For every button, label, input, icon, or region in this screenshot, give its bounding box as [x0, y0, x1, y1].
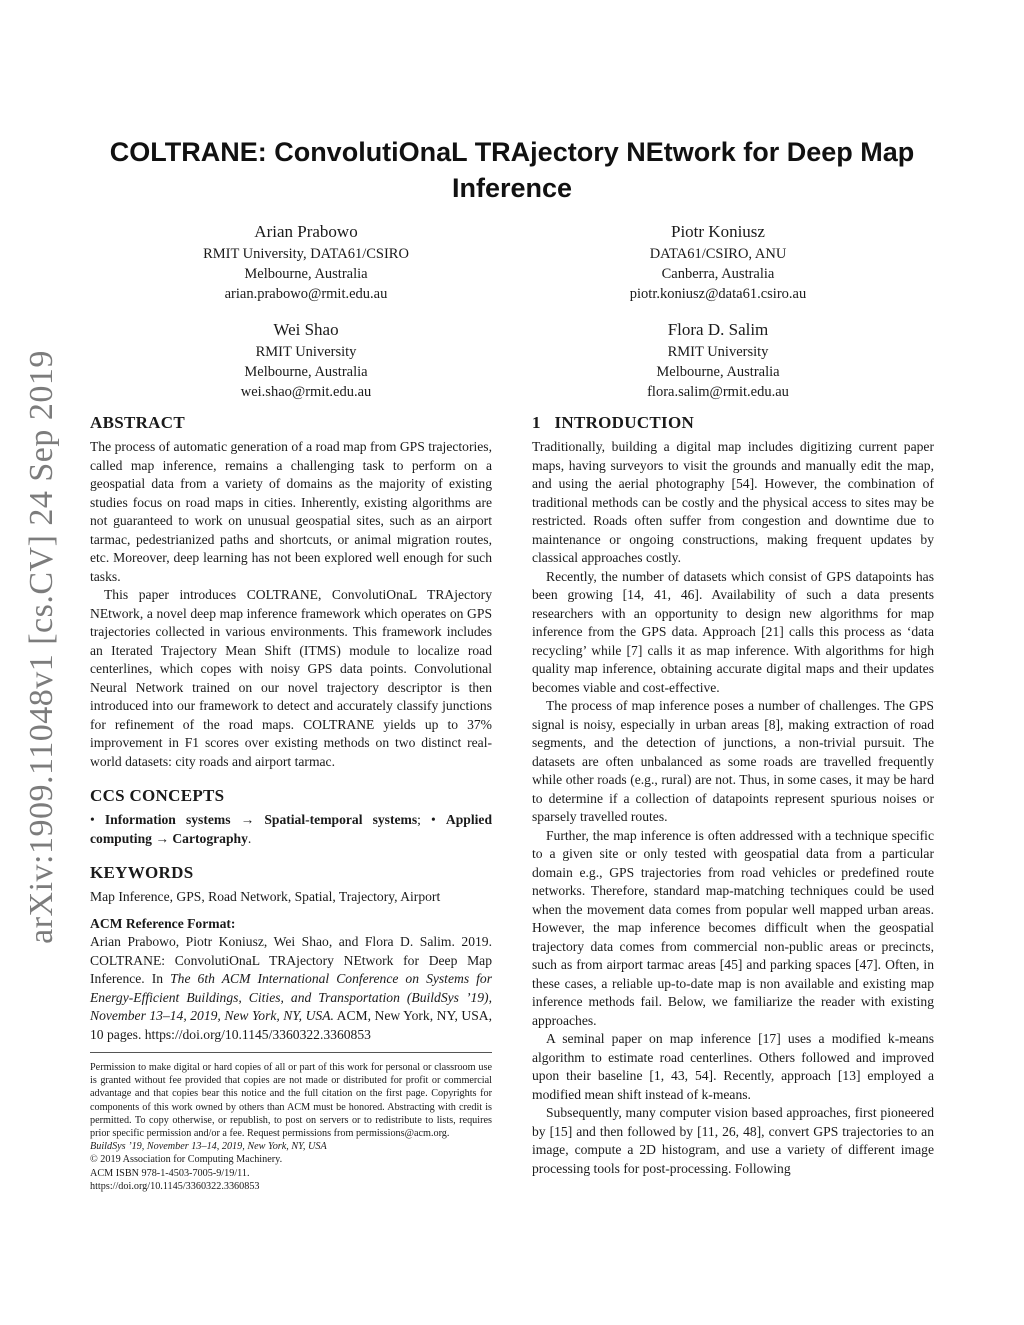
author-affiliation: RMIT University, DATA61/CSIRO: [203, 246, 409, 262]
left-column: [90, 410, 492, 1193]
author-location: Melbourne, Australia: [244, 266, 368, 282]
acm-reference: [90, 933, 492, 1044]
author-affiliation: DATA61/CSIRO, ANU: [649, 246, 787, 262]
ccs-concepts: [90, 811, 492, 848]
acm-reference-tail: ACM, New York, NY, USA, 10 pages. https://doi.org/10.1145/3360322.3360853: [90, 1008, 492, 1042]
author-affiliation: RMIT University: [255, 344, 357, 360]
doi-line: https://doi.org/10.1145/3360322.3360853: [90, 1180, 260, 1192]
author-email: flora.salim@rmit.edu.au: [647, 384, 789, 400]
arxiv-stamp: [16, 352, 68, 942]
permission-text: Permission to make digital or hard copies of all or part of this work for personal or classroom use is granted without fee provided that copies are not made or distributed for profit or commercial advantage and that copies bear this notice and the full citation on the first page. Copyrights for components of this work owned by others than ACM must be honored. Abstracting with credit is permitted. To copy otherwise, or republish, to post on servers or to redistribute to lists, requires prior specific permission and/or a fee. Request permissions from permissions@acm.org.: [90, 1062, 492, 1140]
intro-paragraph: Traditionally, building a digital map includes digitizing current paper maps, having surveyors to visit the grounds and manually edit the map, and using the aerial photography [54]. However, the combination of traditional methods can be costly and the physical access to sites may be restricted. Roads often suffer from congestion and downtime due to maintenance or ongoing constructions, making frequent updates by classical approaches costly.: [532, 439, 934, 565]
author-location: Melbourne, Australia: [244, 364, 368, 380]
author-email: piotr.koniusz@data61.csiro.au: [629, 286, 807, 302]
ccs-item: Applied computing: [90, 812, 493, 846]
ccs-arrow: →: [155, 830, 169, 846]
author-block: [116, 318, 496, 402]
ccs-subitem: Spatial-temporal systems: [264, 812, 418, 827]
intro-paragraph: Recently, the number of datasets which consist of GPS datapoints has been growing [14, 41, 46]. Availability of such a data presents researchers with an opportunity to design new algorithms for map inference from the GPS data. Approach [21] calls this process as ‘data recycling’ while [7] calls it as map inference. With algorithms for high quality map inference, obtaining accurate digital maps and their updates becomes viable and cost-effective.: [532, 568, 934, 695]
author-name: Piotr Koniusz: [671, 222, 765, 241]
author-location: Canberra, Australia: [661, 266, 775, 282]
introduction-heading: 1 INTRODUCTION: [532, 413, 695, 432]
acm-reference-venue: The 6th ACM International Conference on Systems for Energy-Efficient Buildings, Cities, and Transportation (BuildSys ’19), November 13–14, 2019, New York, NY, USA.: [90, 971, 493, 1023]
author-name: Flora D. Salim: [667, 320, 769, 339]
keywords-heading: KEYWORDS: [90, 863, 194, 882]
abstract-paragraph: The process of automatic generation of a road map from GPS trajectories, called map inference, remains a challenging task to perform on a geospatial data from a variety of domains as the majority of existing studies focus on road maps in cities. Inherently, existing algorithms are not guaranteed to work on unusual geospatial sites, such as an airport tarmac, pedestrianized paths and shortcuts, or animal migration routes, etc. Moreover, deep learning has not been explored well enough for such tasks.: [90, 439, 492, 584]
abstract-heading: ABSTRACT: [90, 413, 185, 432]
copyright-line: © 2019 Association for Computing Machinery.: [90, 1154, 283, 1166]
ccs-bullet: •: [90, 812, 95, 827]
ccs-subitem: Cartography: [172, 830, 248, 846]
venue-line: BuildSys ’19, November 13–14, 2019, New York, NY, USA: [90, 1141, 327, 1153]
author-block: [528, 318, 908, 402]
author-email: arian.prabowo@rmit.edu.au: [224, 286, 388, 302]
acm-reference-authors: Arian Prabowo, Piotr Koniusz, Wei Shao, and Flora D. Salim. 2019. COLTRANE: ConvolutiOnaL TRAjectory NEtwork for Deep Map Inference. In: [90, 934, 492, 986]
arxiv-stamp-text: arXiv:1909.11048v1 [cs.CV] 24 Sep 2019: [23, 350, 60, 944]
ccs-separator: ;: [417, 812, 421, 827]
acm-reference-heading: ACM Reference Format:: [90, 915, 236, 931]
ccs-bullet: •: [431, 812, 436, 827]
ccs-item: Information systems: [104, 812, 231, 827]
intro-paragraph: The process of map inference poses a number of challenges. The GPS signal is noisy, especially in urban areas [8], making extraction of road segments, and the detection of junctions, a non-trivial pursuit. The datasets are often unbalanced as some roads are travelled frequently while other roads (e.g., rural) are not. Thus, in some cases, it may be hard to determine if a collection of datapoints represent spurious noises or sparsely travelled routes.: [532, 698, 934, 824]
author-email: wei.shao@rmit.edu.au: [240, 384, 372, 400]
author-location: Melbourne, Australia: [656, 364, 780, 380]
abstract-paragraph: This paper introduces COLTRANE, ConvolutiOnaL TRAjectory NEtwork, a novel deep map inference framework which operates on GPS trajectories collected in various environments. This framework includes an Iterated Trajectory Mean Shift (ITMS) module to localize road centerlines, which copes with noisy GPS data points. Convolutional Neural Network trained on our novel trajectory descriptor is then introduced into our framework to detect and accurately classify junctions for refinement of the road maps. COLTRANE yields up to 37% improvement in F1 scores over existing methods on two distinct real-world datasets: city roads and airport tarmac.: [90, 587, 492, 769]
author-name: Arian Prabowo: [254, 222, 358, 241]
author-name: Wei Shao: [273, 320, 339, 339]
intro-paragraph: Subsequently, many computer vision based approaches, first pioneered by [15] and then followed by [11, 26, 48], convert GPS trajectories to an image, compute a 2D histogram, and use a variety of different image processing tools for post-processing. Following: [532, 1105, 934, 1176]
permission-footnote: [90, 1052, 492, 1193]
ccs-heading: CCS CONCEPTS: [90, 786, 225, 805]
intro-paragraph: Further, the map inference is often addressed with a technique specific to a given site or only tested with geospatial data from a particular domain e.g., GPS trajectories from road vehicles or predefined route networks. Therefore, standard map-matching techniques could be used when the movement data comes from popular well mapped urban areas. However, the map inference becomes difficult when the geospatial trajectory data comes from commercial non-public areas or precincts, such as from airport tarmac areas [45] and parking spaces [47]. Often, in these cases, a reliable up-to-date map is non available and existing map inference methods fail. Below, we familiarize the reader with existing approaches.: [532, 827, 934, 1028]
author-block: [528, 220, 908, 304]
keywords-text: Map Inference, GPS, Road Network, Spatial, Trajectory, Airport: [90, 889, 441, 904]
paper-title: COLTRANE: ConvolutiOnaL TRAjectory NEtwork for Deep Map Inference: [109, 137, 915, 203]
isbn-line: ACM ISBN 978-1-4503-7005-9/19/11.: [90, 1167, 250, 1179]
intro-paragraph: A seminal paper on map inference [17] uses a modified k-means algorithm to estimate road centerlines. Others followed and improved upon their baseline [1, 43, 54]. Recently, approach [13] employed a modified mean shift instead of k-means.: [532, 1031, 934, 1102]
author-block: [116, 220, 496, 304]
ccs-arrow: →: [240, 812, 255, 827]
ccs-end: .: [247, 830, 252, 846]
right-column: [532, 410, 934, 1178]
author-affiliation: RMIT University: [667, 344, 769, 360]
